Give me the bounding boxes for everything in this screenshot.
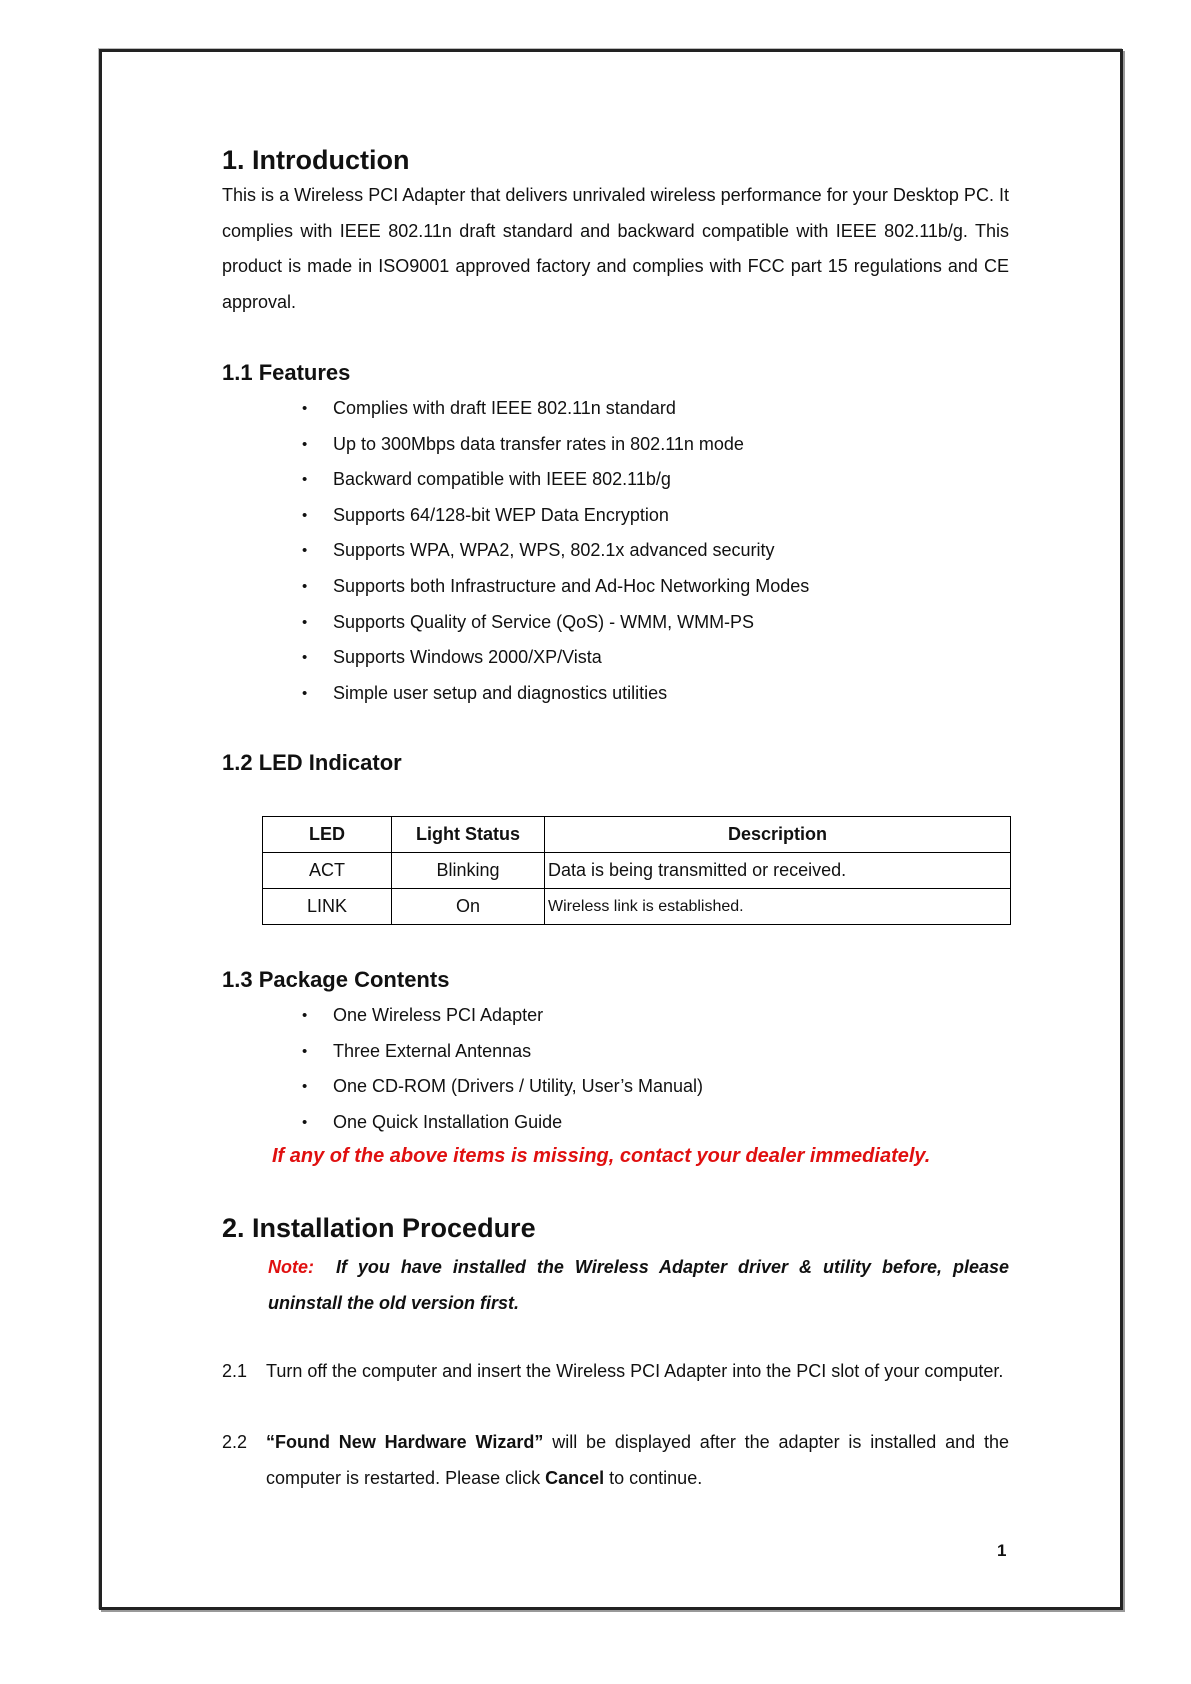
table-cell: Data is being transmitted or received. <box>545 853 1011 889</box>
list-item: • Supports Quality of Service (QoS) - WMM, WMM-PS <box>300 605 809 641</box>
list-item: • Supports WPA, WPA2, WPS, 802.1x advanced security <box>300 533 809 569</box>
table-cell: LINK <box>263 889 392 925</box>
note-text: If you have installed the Wireless Adapter driver & utility before, please uninstall the old version first. <box>268 1257 1009 1313</box>
list-item: • Backward compatible with IEEE 802.11b/g <box>300 462 809 498</box>
led-heading: 1.2 LED Indicator <box>222 750 402 775</box>
intro-paragraph: This is a Wireless PCI Adapter that delivers unrivaled wireless performance for your Desktop PC. It complies with IEEE 802.11n draft standard and backward compatible with IEEE 802.11b/g. This product is made in ISO9001 approved factory and complies with FCC part 15 regulations and CE approval. <box>222 185 1009 312</box>
package-list <box>300 998 703 1140</box>
intro-heading: 1. Introduction <box>222 145 410 175</box>
table-row <box>263 853 1011 889</box>
install-step <box>222 1354 1009 1390</box>
page-number: 1 <box>997 1541 1007 1560</box>
step-text-part: to continue. <box>604 1467 703 1488</box>
note-label: Note: <box>268 1257 314 1277</box>
table-cell: ACT <box>263 853 392 889</box>
column-header-led: LED <box>263 817 392 853</box>
list-item: • Simple user setup and diagnostics utilities <box>300 676 809 712</box>
install-note <box>268 1250 1009 1321</box>
list-item: • Supports 64/128-bit WEP Data Encryption <box>300 498 809 534</box>
table-cell: On <box>392 889 545 925</box>
step-text <box>266 1425 1009 1496</box>
list-item: • Supports both Infrastructure and Ad-Hoc Networking Modes <box>300 569 809 605</box>
table-cell: Wireless link is established. <box>545 889 1011 925</box>
column-header-description: Description <box>545 817 1011 853</box>
missing-items-warning: If any of the above items is missing, contact your dealer immediately. <box>272 1145 931 1167</box>
list-item: • One Quick Installation Guide <box>300 1105 703 1141</box>
step-number: 2.1 <box>222 1361 248 1381</box>
step-text-part: will be displayed after the adapter is installed and the computer is restarted. Please click <box>266 1432 1010 1488</box>
cancel-label: Cancel <box>545 1467 605 1488</box>
table-cell: Blinking <box>392 853 545 889</box>
list-item: • Supports Windows 2000/XP/Vista <box>300 640 809 676</box>
list-item: • Complies with draft IEEE 802.11n standard <box>300 391 809 427</box>
step-number: 2.2 <box>222 1432 248 1452</box>
install-heading: 2. Installation Procedure <box>222 1213 536 1243</box>
list-item: • One Wireless PCI Adapter <box>300 998 703 1034</box>
led-table <box>262 816 1011 925</box>
table-header-row <box>263 817 1011 853</box>
package-heading: 1.3 Package Contents <box>222 967 450 992</box>
column-header-light-status: Light Status <box>392 817 545 853</box>
list-item: • One CD-ROM (Drivers / Utility, User’s Manual) <box>300 1069 703 1105</box>
list-item: • Three External Antennas <box>300 1034 703 1070</box>
wizard-name: “Found New Hardware Wizard” <box>266 1432 544 1452</box>
install-step <box>222 1425 1009 1496</box>
features-heading: 1.1 Features <box>222 360 351 385</box>
step-text: Turn off the computer and insert the Wireless PCI Adapter into the PCI slot of your computer. <box>266 1361 1004 1381</box>
list-item: • Up to 300Mbps data transfer rates in 802.11n mode <box>300 427 809 463</box>
table-row <box>263 889 1011 925</box>
features-list <box>300 391 809 711</box>
